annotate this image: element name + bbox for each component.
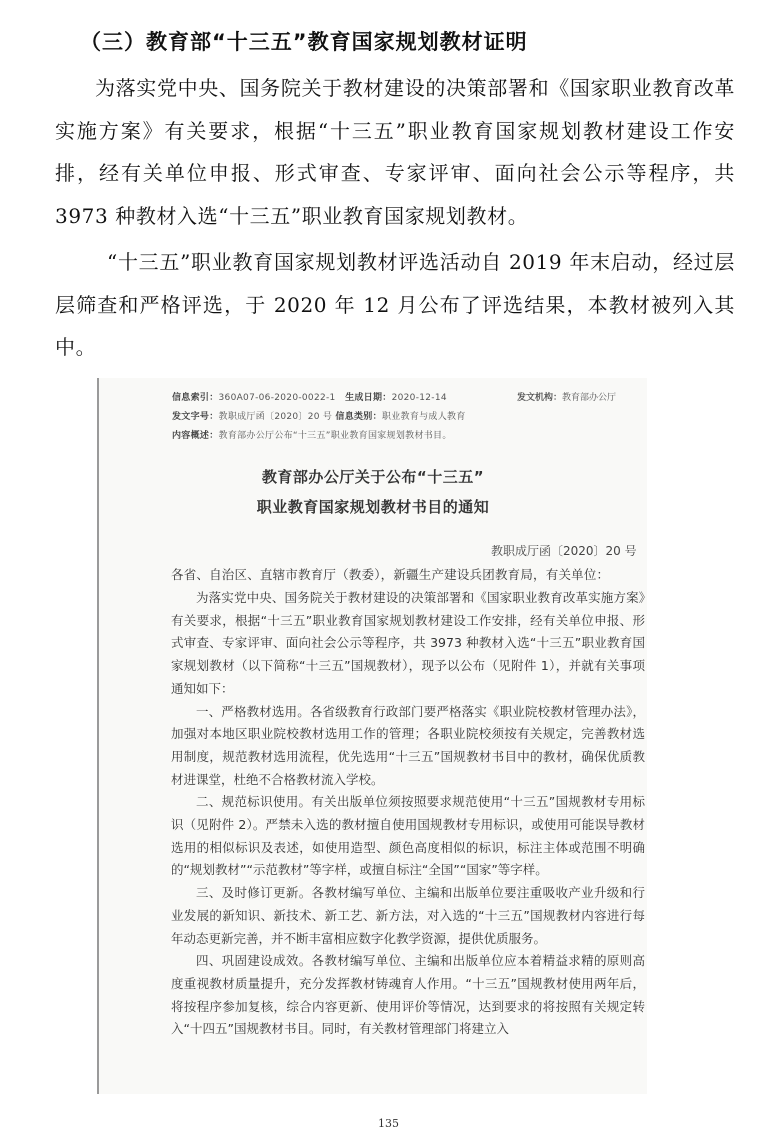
- issuer-label: 发文机构：: [517, 393, 563, 403]
- notice-meta-index: [172, 390, 447, 403]
- summary-label: 内容概述：: [172, 431, 219, 441]
- notice-addressee: 各省、自治区、直辖市教育厅（教委），新疆生产建设兵团教育局，有关单位：: [171, 567, 610, 582]
- notice-scan-image: [97, 378, 647, 1094]
- notice-body-paragraph: 为落实党中央、国务院关于教材建设的决策部署和《国家职业教育改革实施方案》有关要求，根据“十三五”职业教育国家规划教材建设工作安排，经有关单位申报、形式审查、专家评审、面向社会公示等程序，共 3973 种教材入选“十三五”职业教育国家规划教材（以下简称“十三五”国规教材），现予以公布（见附件 1），并就有关事项通知如下：: [171, 590, 645, 696]
- summary-value: 教育部办公厅公布“十三五”职业教育国家规划教材书目。: [218, 431, 452, 441]
- category-label: 信息类别：: [335, 412, 382, 422]
- selection-paragraph: “十三五”职业教育国家规划教材评选活动自 2019 年末启动，经过层层筛查和严格评选，于 2020 年 12 月公布了评选结果，本教材被列入其中。: [55, 250, 735, 359]
- notice-body: [171, 587, 645, 1041]
- notice-body-paragraph: 三、及时修订更新。各教材编写单位、主编和出版单位要注重吸收产业升级和行业发展的新知识、新技术、新工艺、新方法，对入选的“十三五”国规教材内容进行每年动态更新完善，并不断丰富相应数字化教学资源，提供优质服务。: [171, 885, 645, 946]
- notice-meta-summary: [172, 428, 452, 441]
- notice-doc-number: 教职成厅函〔2020〕20 号: [491, 544, 637, 558]
- notice-meta-docno: [172, 409, 466, 422]
- docno-label: 发文字号：: [172, 412, 219, 422]
- notice-title-line2: 职业教育国家规划教材书目的通知: [256, 498, 490, 516]
- category-value: 职业教育与成人教育: [381, 412, 466, 422]
- notice-body-paragraph: 四、巩固建设成效。各教材编写单位、主编和出版单位应本着精益求精的原则高度重视教材质量提升，充分发挥教材铸魂育人作用。“十三五”国规教材使用两年后，将按程序参加复核，综合内容更新、使用评价等情况，达到要求的将按照有关规定转入“十四五”国规教材书目。同时，有关教材管理部门将建立入: [171, 953, 645, 1037]
- issuer-value: 教育部办公厅: [562, 393, 617, 403]
- page-number: 135: [378, 1117, 399, 1130]
- index-label: 信息索引：: [172, 393, 219, 403]
- date-value: 2020-12-14: [391, 393, 447, 403]
- date-label: 生成日期：: [345, 393, 392, 403]
- notice-body-paragraph: 一、严格教材选用。各省级教育行政部门要严格落实《职业院校教材管理办法》，加强对本地区职业院校教材选用工作的管理；各职业院校须按有关规定，完善教材选用制度，规范教材选用流程，优先选用“十三五”国规教材书目中的教材，确保优质教材进课堂，杜绝不合格教材流入学校。: [171, 703, 645, 787]
- intro-paragraph: 为落实党中央、国务院关于教材建设的决策部署和《国家职业教育改革实施方案》有关要求，根据“十三五”职业教育国家规划教材建设工作安排，经有关单位申报、形式审查、专家评审、面向社会公示等程序，共 3973 种教材入选“十三五”职业教育国家规划教材。: [55, 76, 735, 228]
- section-title: （三）教育部“十三五”教育国家规划教材证明: [80, 30, 528, 54]
- docno-value: 教职成厅函〔2020〕20 号: [218, 412, 333, 422]
- notice-body-paragraph: 二、规范标识使用。有关出版单位须按照要求规范使用“十三五”国规教材专用标识（见附件 2）。严禁未入选的教材擅自使用国规教材专用标识，或使用可能误导教材选用的相似标识及表述，如使用造型、颜色高度相似的标识，标注主体或范围不明确的“规划教材”“示范教材”等字样，或擅自标注“全国”“国家”等字样。: [171, 794, 645, 878]
- notice-meta-issuer: [517, 390, 616, 403]
- notice-title-line1: 教育部办公厅关于公布“十三五”: [261, 468, 485, 486]
- index-value: 360A07-06-2020-0022-1: [218, 393, 336, 403]
